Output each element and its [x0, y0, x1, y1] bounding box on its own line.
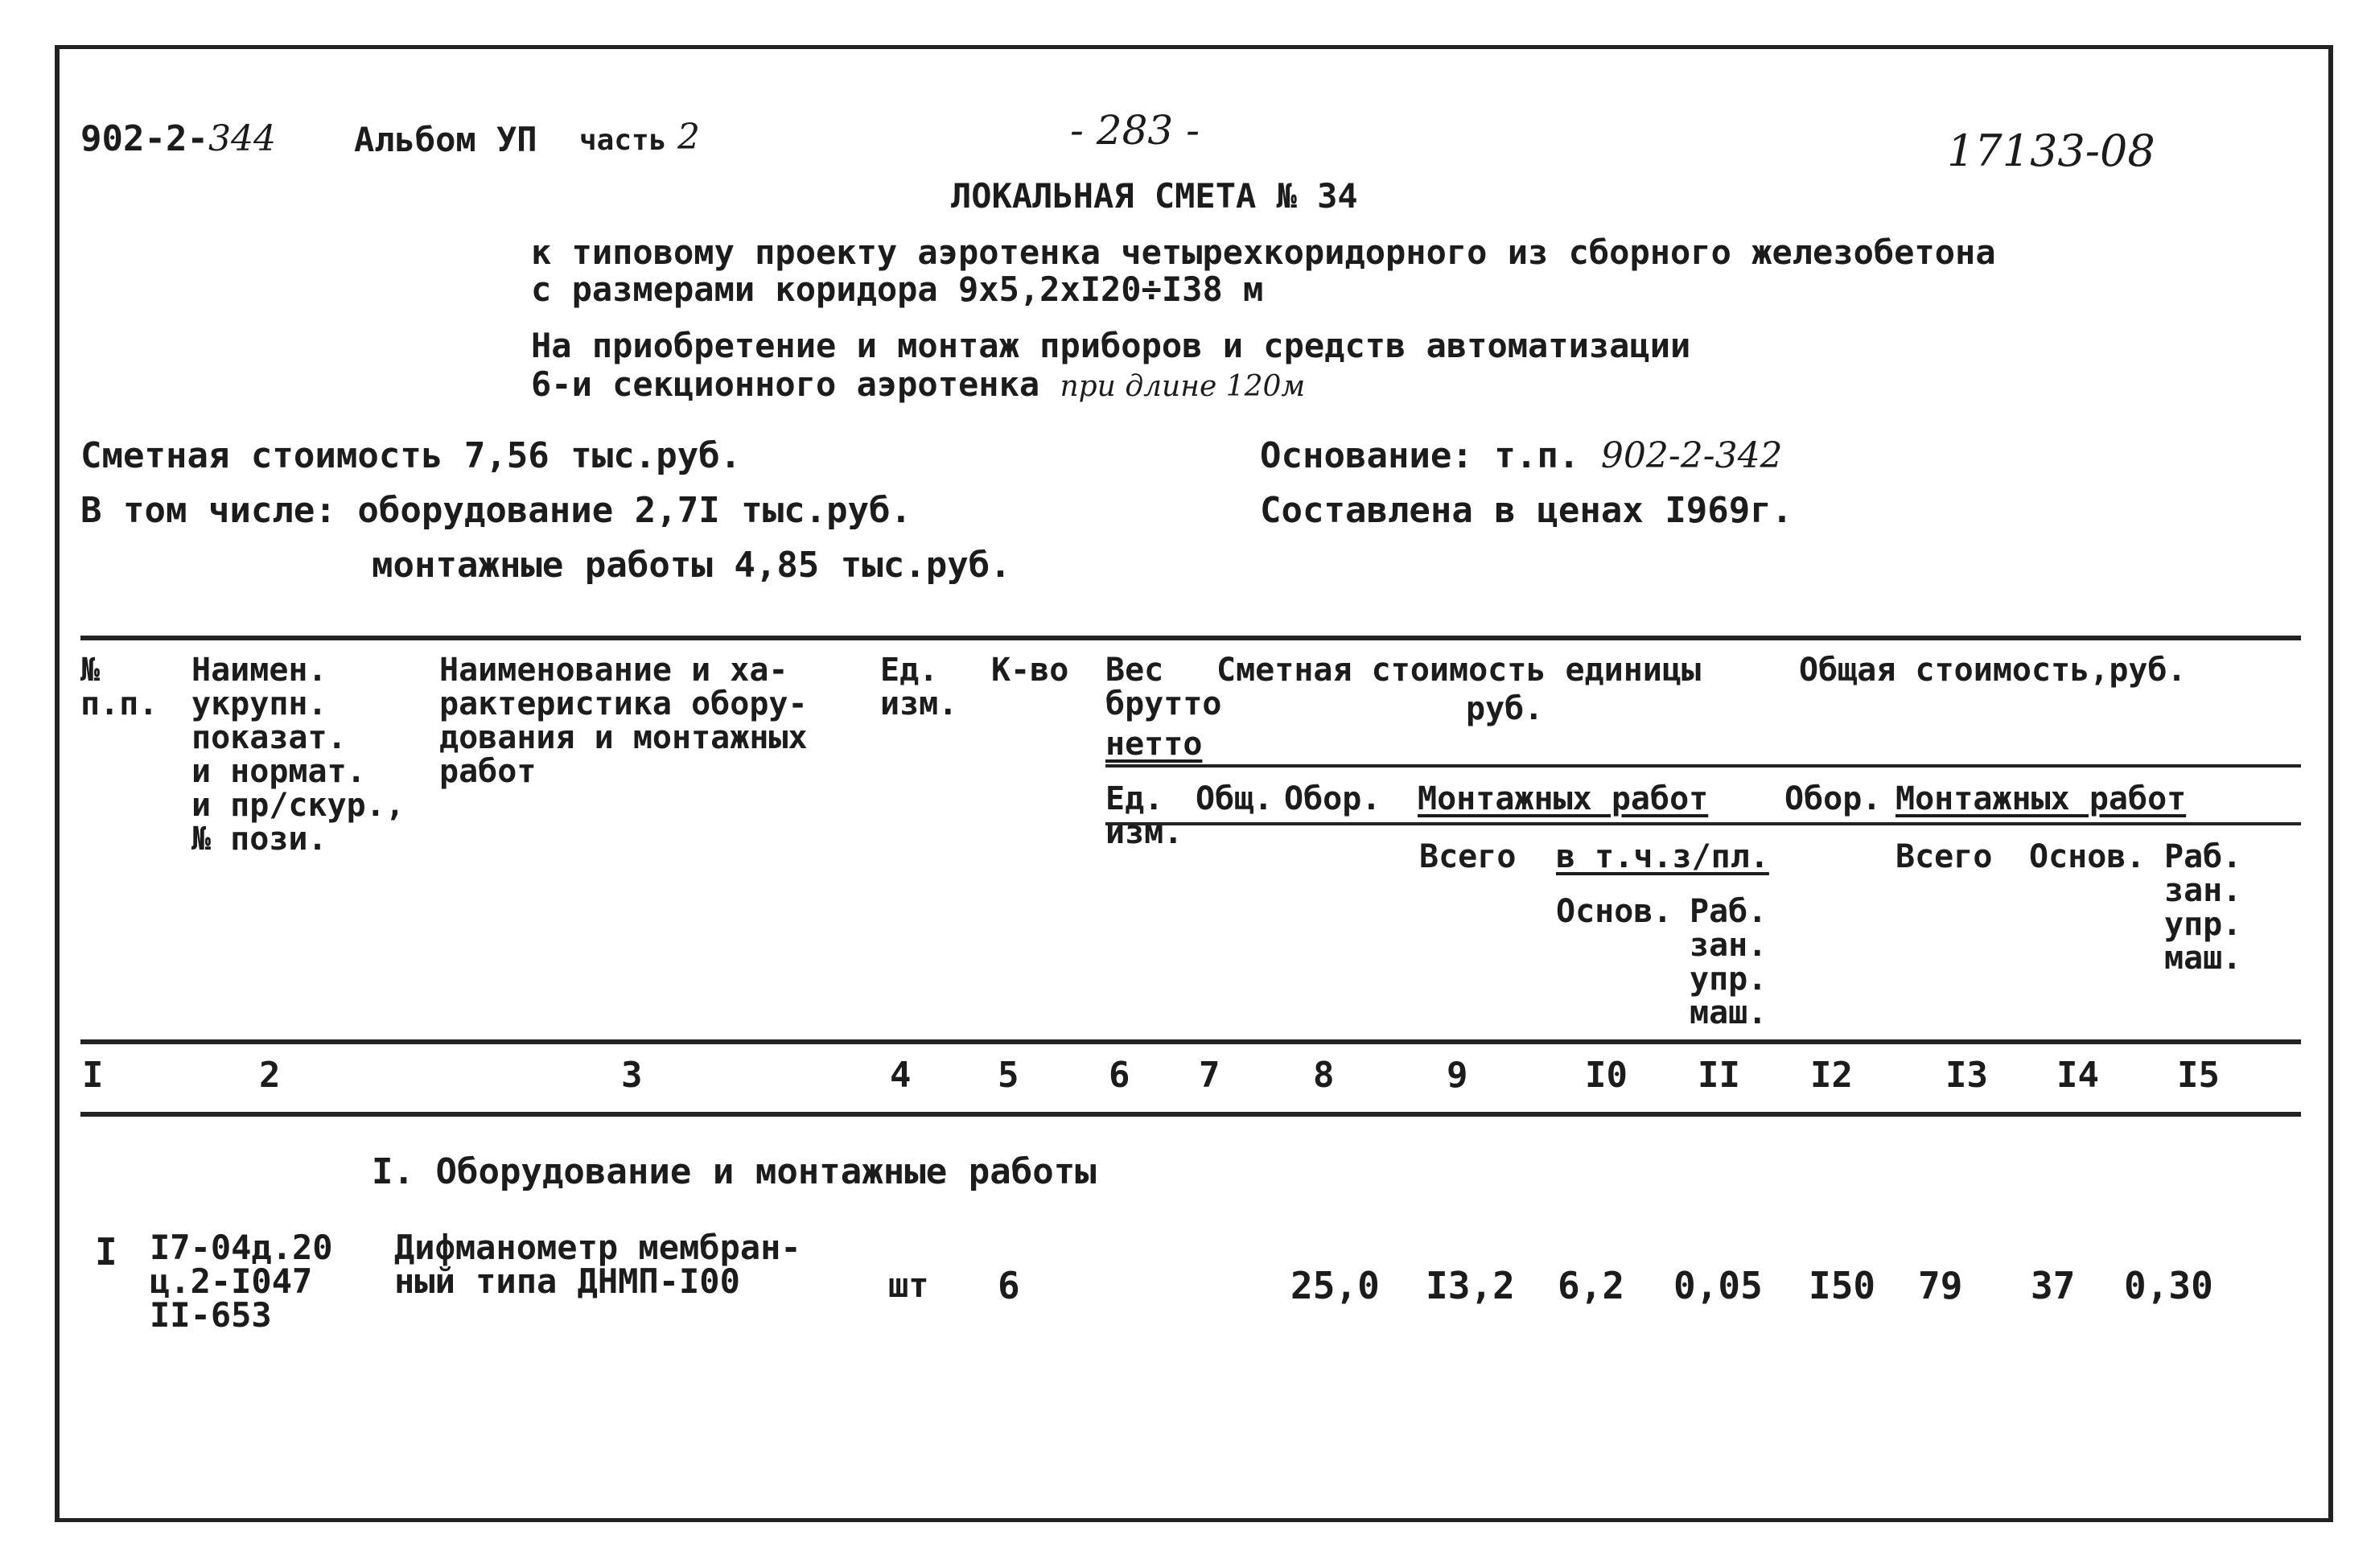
colnum-10: I0: [1585, 1055, 1628, 1096]
table-top-rule: [80, 636, 2301, 640]
section-title: I. Оборудование и монтажные работы: [372, 1151, 1097, 1192]
header-weight-netto: нетто: [1105, 726, 1203, 763]
part-number: 2: [677, 117, 700, 158]
album-label: Альбом УП: [354, 120, 537, 159]
colnum-15: I5: [2177, 1055, 2220, 1096]
purpose-handwritten: при длине 120м: [1060, 370, 1306, 403]
price-level: Составлена в ценах I969г.: [1260, 490, 1793, 531]
row-machine-wage-unit: 0,05: [1673, 1264, 1763, 1307]
header-weight-total: Общ.: [1196, 780, 1274, 817]
subtitle-line1: к типовому проекту аэротенка четырехкоридорного из сборного железобетона: [531, 233, 1996, 272]
row-equipment-unit-cost: 25,0: [1290, 1264, 1380, 1307]
row-basic-wage-total: 37: [2031, 1264, 2076, 1307]
colnum-5: 5: [998, 1055, 1019, 1096]
header-no: № п.п.: [80, 652, 158, 722]
header-basic-2: Основ.: [2029, 838, 2146, 875]
subtitle-line2: с размерами коридора 9х5,2хI20÷I38 м: [531, 270, 1264, 309]
header-basic-1: Основ.: [1556, 893, 1673, 930]
colnum-bottom-rule: [80, 1112, 2301, 1117]
colnum-6: 6: [1109, 1055, 1130, 1096]
colnum-3: 3: [621, 1055, 643, 1096]
purpose-line2: 6-и секционного аэротенка при длине 120м: [531, 364, 1306, 404]
header-unit: Ед. изм.: [880, 652, 958, 722]
row-equipment-total: I50: [1809, 1264, 1876, 1307]
doc-code: 902-2-344: [80, 118, 276, 159]
header-installation-total: Монтажных работ: [1895, 780, 2187, 817]
header-bottom-rule: [80, 1039, 2301, 1044]
header-total-cost: Общая стоимость,руб.: [1799, 652, 2187, 689]
header-unit-cost-rub: руб.: [1466, 690, 1544, 727]
header-installation-unit: Монтажных работ: [1418, 780, 1709, 817]
header-equipment-unit: Обор.: [1284, 780, 1381, 817]
cost-including-equipment: В том числе: оборудование 2,7I тыс.руб.: [80, 490, 912, 531]
header-total-2: Всего: [1895, 838, 1993, 875]
estimate-title: ЛОКАЛЬНАЯ СМЕТА № 34: [951, 176, 1358, 216]
colnum-12: I2: [1810, 1055, 1853, 1096]
header-divider-weight: [1105, 764, 2301, 768]
header-qty: К-во: [991, 652, 1069, 689]
colnum-11: II: [1698, 1055, 1740, 1096]
colnum-2: 2: [259, 1055, 281, 1096]
header-weight: Вес брутто: [1105, 652, 1222, 722]
row-machine-wage-total: 0,30: [2124, 1264, 2213, 1307]
header-name: Наименование и ха- рактеристика обору- дования и монтажных работ: [439, 652, 808, 790]
colnum-14: I4: [2056, 1055, 2099, 1096]
row-installation-total: 79: [1918, 1264, 1963, 1307]
row-basic-wage-unit: 6,2: [1558, 1264, 1625, 1307]
header-machine-wage-1: Раб. зан. упр. маш.: [1690, 893, 1768, 1031]
page-number: - 283 -: [1070, 107, 1200, 154]
header-divider-sub: [1105, 822, 2301, 825]
row-qty: 6: [998, 1264, 1020, 1307]
header-machine-wage-2: Раб. зан. упр. маш.: [2164, 838, 2242, 977]
colnum-4: 4: [890, 1055, 912, 1096]
basis-value: 902-2-342: [1600, 435, 1783, 476]
colnum-13: I3: [1945, 1055, 1988, 1096]
purpose-line1: На приобретение и монтаж приборов и средств автоматизации: [531, 326, 1691, 365]
basis: Основание: т.п. 902-2-342: [1260, 435, 1783, 476]
cost-installation: монтажные работы 4,85 тыс.руб.: [372, 545, 1011, 586]
row-installation-unit-cost: I3,2: [1426, 1264, 1515, 1307]
header-equipment-total: Обор.: [1784, 780, 1882, 817]
header-incl-wage: в т.ч.з/пл.: [1556, 838, 1769, 875]
colnum-8: 8: [1313, 1055, 1335, 1096]
colnum-1: I: [82, 1055, 104, 1096]
doc-code-handwritten: 344: [208, 118, 276, 159]
header-weight-unit: Ед. изм.: [1105, 780, 1183, 851]
header-code: Наимен. укрупн. показат. и нормат. и пр/скур., № пози.: [191, 652, 405, 858]
colnum-9: 9: [1447, 1055, 1468, 1096]
header-unit-cost: Сметная стоимость единицы: [1216, 652, 1702, 689]
header-total-1: Всего: [1419, 838, 1517, 875]
reference-number: 17133-08: [1947, 126, 2155, 176]
row-code: I7-04д.20 ц.2-I047 II-653: [150, 1228, 333, 1335]
row-no: I: [95, 1230, 117, 1274]
colnum-7: 7: [1199, 1055, 1220, 1096]
row-unit: шт: [888, 1266, 929, 1305]
total-cost: Сметная стоимость 7,56 тыс.руб.: [80, 435, 742, 476]
part-label: часть: [579, 124, 667, 157]
row-name: Дифманометр мембран- ный типа ДНМП-I00: [394, 1228, 801, 1301]
